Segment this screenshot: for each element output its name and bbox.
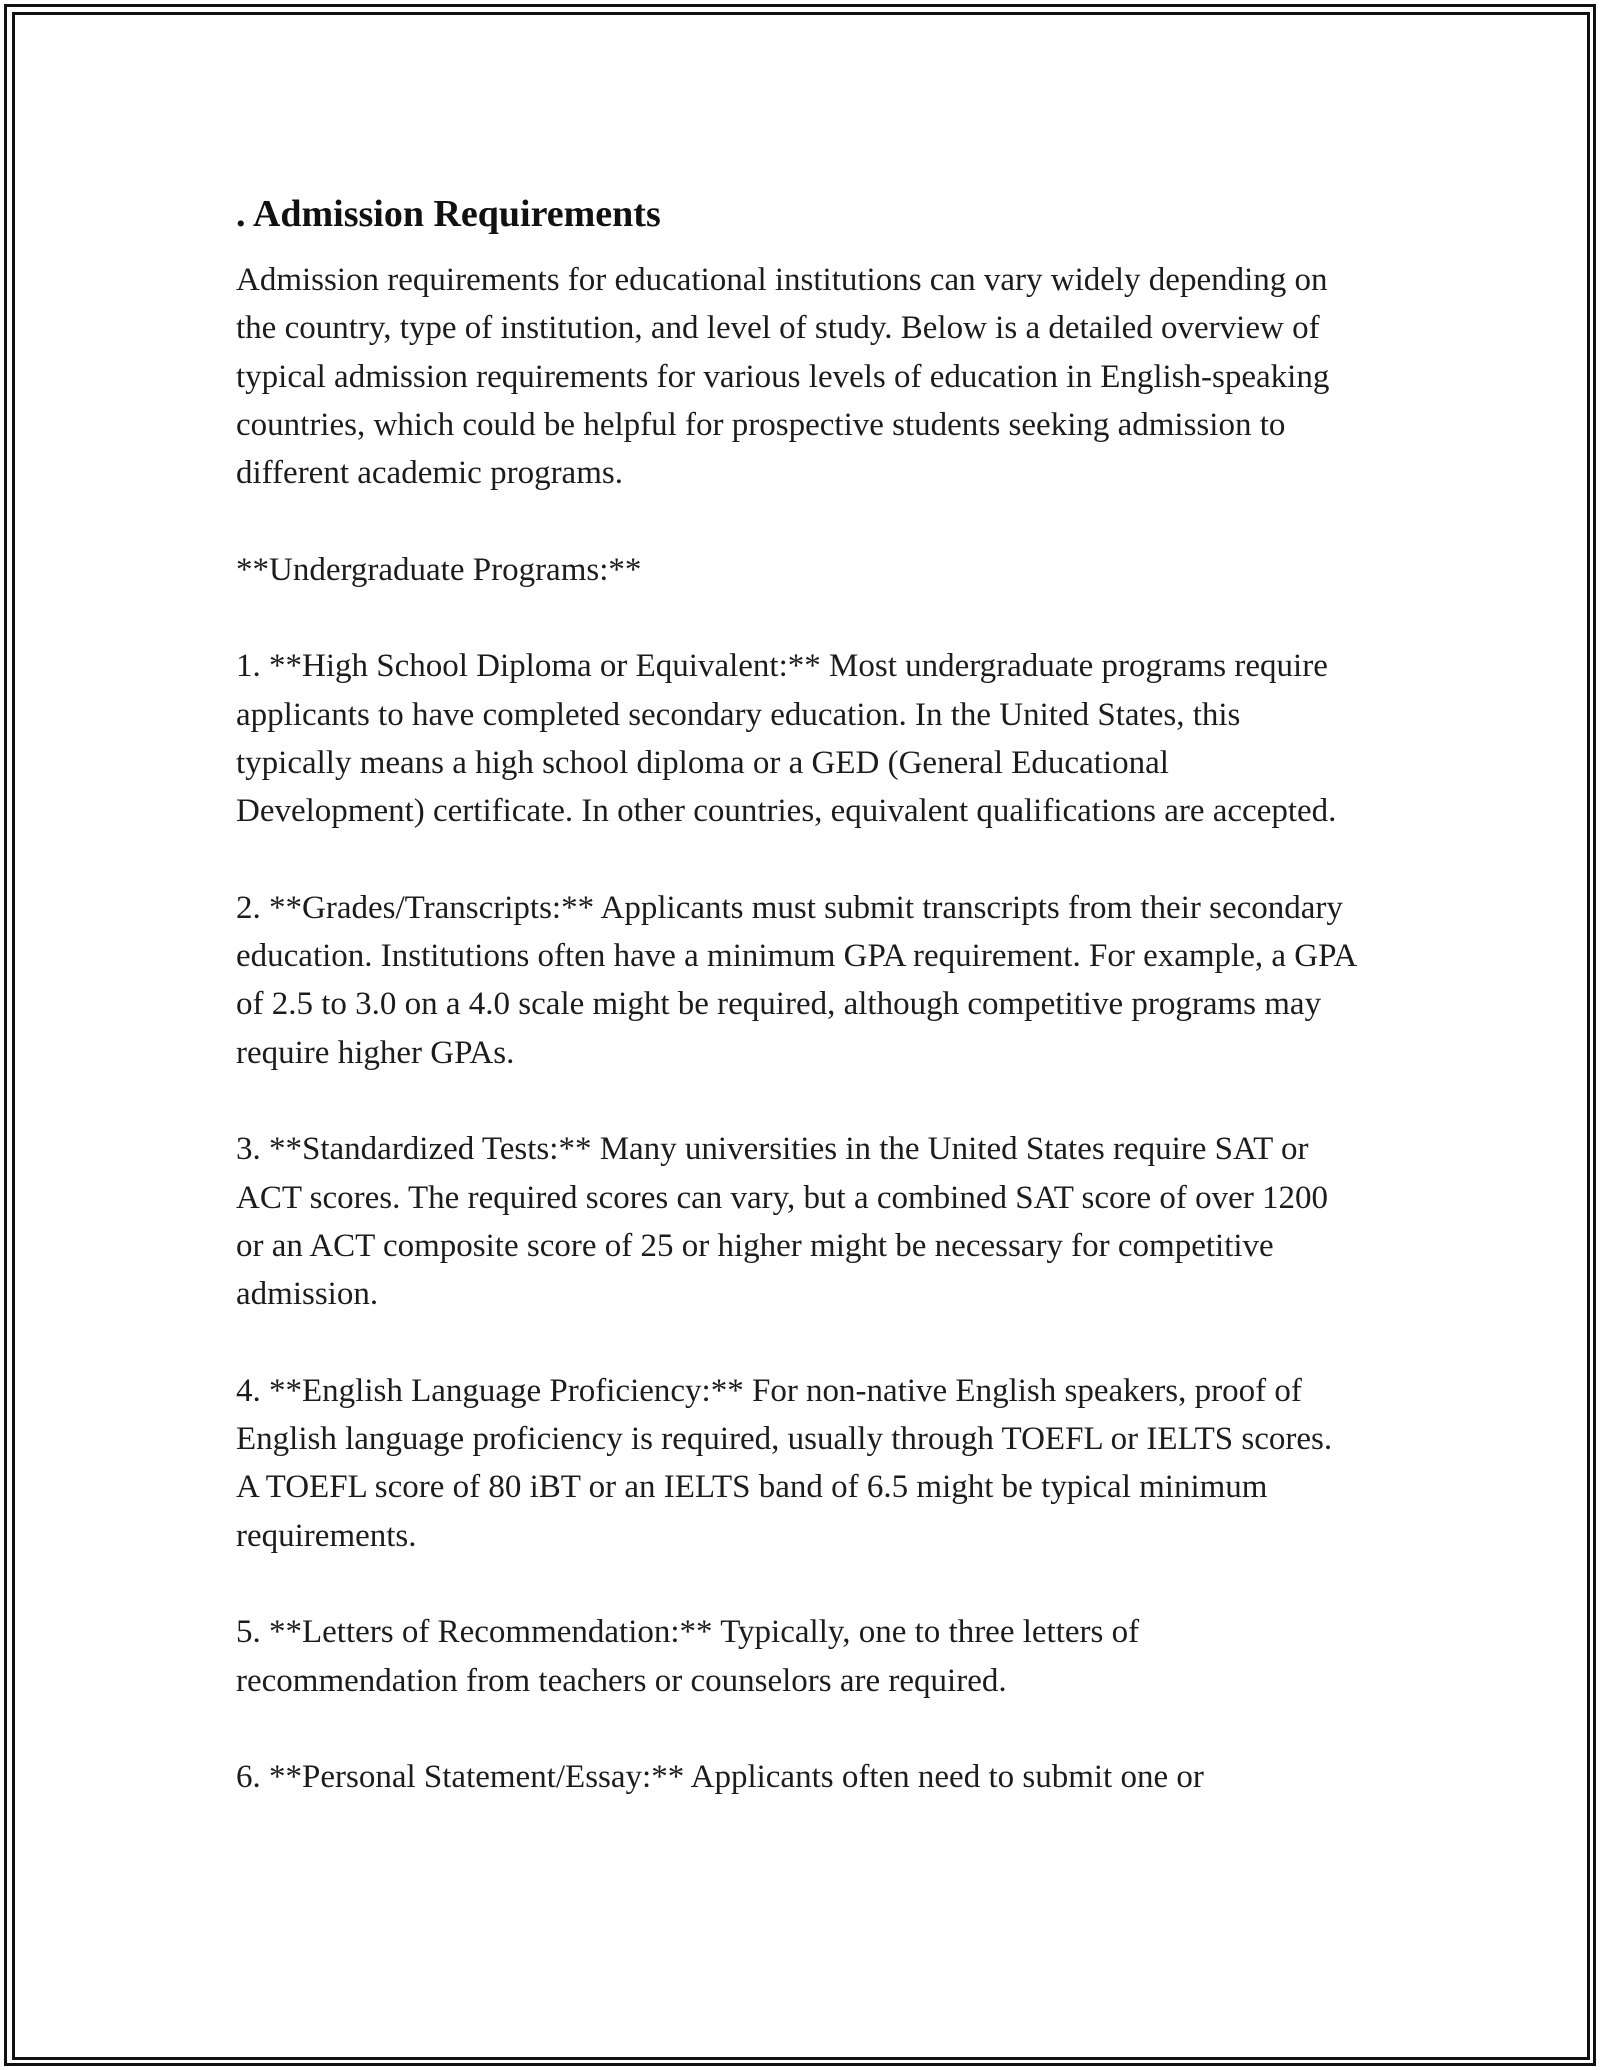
intro-paragraph: Admission requirements for educational institutions can vary widely depending on the country, type of institution, and level of study. Below is a detailed overview of typical admission requirements for various levels of education in English-speaking countries, which could be helpful for prospective students seeking admission to different academic programs. (236, 262, 1330, 492)
list-item-grades-transcripts: 2. **Grades/Transcripts:** Applicants must submit transcripts from their secondary education. Institutions often have a minimum GPA requirement. For example, a GPA of 2.5 to 3.0 on a 4.0 scale might be required, although competitive programs may require higher GPAs. (236, 889, 1356, 1071)
list-item-high-school-diploma: 1. **High School Diploma or Equivalent:** Most undergraduate programs require applicants to have completed secondary education. In the United States, this typically means a high school diploma or a GED (General Educational Development) certificate. In other countries, equivalent qualifications are accepted. (236, 648, 1337, 830)
list-item-letters-of-recommendation: 5. **Letters of Recommendation:** Typically, one to three letters of recommendation from teachers or counselors are required. (236, 1614, 1140, 1699)
subsection-heading-undergraduate: **Undergraduate Programs:** (236, 551, 642, 588)
list-item-english-proficiency: 4. **English Language Proficiency:** For non-native English speakers, proof of English language proficiency is required, usually through TOEFL or IELTS scores. A TOEFL score of 80 iBT or an IELTS band of 6.5 might be typical minimum requirements. (236, 1372, 1333, 1554)
document-body (236, 186, 1356, 1850)
list-item-personal-statement: 6. **Personal Statement/Essay:** Applicants often need to submit one or (236, 1759, 1204, 1796)
section-heading: . Admission Requirements (236, 193, 661, 235)
list-item-standardized-tests: 3. **Standardized Tests:** Many universities in the United States require SAT or ACT scores. The required scores can vary, but a combined SAT score of over 1200 or an ACT composite score of 25 or higher might be necessary for competitive admission. (236, 1131, 1329, 1313)
